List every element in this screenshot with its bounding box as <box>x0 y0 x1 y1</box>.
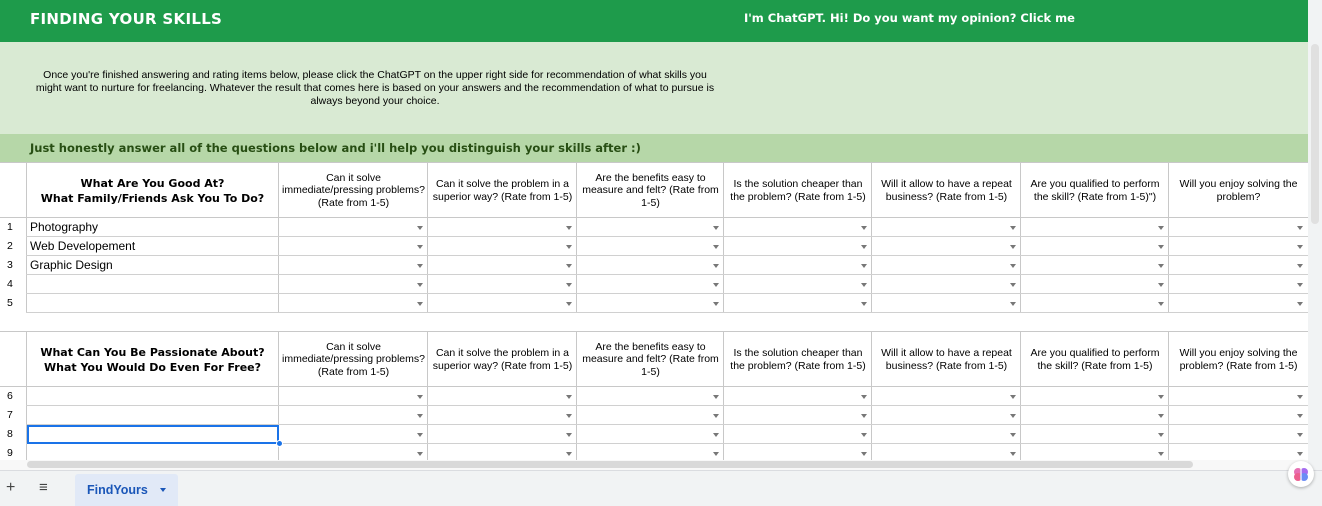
dropdown-arrow-icon[interactable] <box>1010 452 1016 456</box>
selected-cell[interactable] <box>27 425 279 444</box>
column-header-criterion: Are you qualified to perform the skill? (Rate from 1-5) <box>1030 347 1160 372</box>
column-header-criterion: Are the benefits easy to measure and felt? (Rate from 1-5) <box>582 171 719 209</box>
column-header-criterion: Can it solve the problem in a superior way? (Rate from 1-5) <box>432 178 573 203</box>
horizontal-scroll-thumb[interactable] <box>27 461 1193 468</box>
dropdown-arrow-icon[interactable] <box>1297 226 1303 230</box>
row-number: 3 <box>0 256 26 275</box>
dropdown-arrow-icon[interactable] <box>1010 414 1016 418</box>
vertical-scrollbar[interactable] <box>1308 0 1322 470</box>
table-row <box>0 218 1308 237</box>
rating-dropdown[interactable] <box>428 218 577 237</box>
sheet-tabs-bar <box>0 470 1322 506</box>
instruction-banner <box>0 134 1308 162</box>
dropdown-arrow-icon[interactable] <box>1297 302 1303 306</box>
rating-dropdown[interactable] <box>577 425 724 444</box>
table-row <box>0 294 1308 313</box>
section-gap <box>0 313 1308 332</box>
dropdown-arrow-icon[interactable] <box>713 264 719 268</box>
chatgpt-opinion-link[interactable]: I'm ChatGPT. Hi! Do you want my opinion? Click me <box>744 11 1075 25</box>
column-header-criterion: Will you enjoy solving the problem? (Rate from 1-5) <box>1179 347 1298 372</box>
rating-dropdown[interactable] <box>577 294 724 313</box>
rating-dropdown[interactable] <box>577 218 724 237</box>
rating-dropdown[interactable] <box>724 387 872 406</box>
column-header-criterion: Will you enjoy solving the problem? <box>1179 178 1298 203</box>
rating-dropdown[interactable] <box>724 406 872 425</box>
dropdown-arrow-icon[interactable] <box>1158 226 1164 230</box>
sheet-tab-label: FindYours <box>87 483 148 497</box>
rating-dropdown[interactable] <box>724 256 872 275</box>
rating-dropdown[interactable] <box>428 275 577 294</box>
header-line-1: What Are You Good At? <box>80 176 225 190</box>
rating-dropdown[interactable] <box>428 256 577 275</box>
dropdown-arrow-icon[interactable] <box>1158 452 1164 456</box>
dropdown-arrow-icon[interactable] <box>1158 283 1164 287</box>
dropdown-arrow-icon[interactable] <box>861 264 867 268</box>
row-number: 7 <box>0 406 26 425</box>
all-sheets-menu-icon[interactable]: ≡ <box>39 479 48 496</box>
skill-name-cell[interactable] <box>27 275 277 294</box>
sheet-tab-findyours[interactable] <box>75 474 178 506</box>
dropdown-arrow-icon[interactable] <box>1158 302 1164 306</box>
dropdown-arrow-icon[interactable] <box>1010 264 1016 268</box>
rating-dropdown[interactable] <box>1021 406 1169 425</box>
grid-top-border <box>0 162 1308 163</box>
rating-dropdown[interactable] <box>1021 294 1169 313</box>
rating-dropdown[interactable] <box>279 425 428 444</box>
dropdown-arrow-icon[interactable] <box>713 226 719 230</box>
dropdown-arrow-icon[interactable] <box>417 264 423 268</box>
rating-dropdown[interactable] <box>428 294 577 313</box>
rating-dropdown[interactable] <box>279 275 428 294</box>
dropdown-arrow-icon[interactable] <box>1158 395 1164 399</box>
dropdown-arrow-icon[interactable] <box>566 395 572 399</box>
rating-dropdown[interactable] <box>1169 275 1308 294</box>
rating-dropdown[interactable] <box>428 387 577 406</box>
dropdown-arrow-icon[interactable] <box>1297 264 1303 268</box>
dropdown-arrow-icon[interactable] <box>1010 226 1016 230</box>
skill-name-cell[interactable] <box>27 387 277 406</box>
brain-icon[interactable] <box>1288 461 1314 487</box>
column-header-criterion: Is the solution cheaper than the problem? (Rate from 1-5) <box>730 347 866 372</box>
skill-name-cell[interactable] <box>27 406 277 425</box>
rating-dropdown[interactable] <box>1169 218 1308 237</box>
dropdown-arrow-icon[interactable] <box>1297 395 1303 399</box>
dropdown-arrow-icon[interactable] <box>417 283 423 287</box>
dropdown-arrow-icon[interactable] <box>861 395 867 399</box>
rating-dropdown[interactable] <box>1021 218 1169 237</box>
dropdown-arrow-icon[interactable] <box>417 414 423 418</box>
dropdown-arrow-icon[interactable] <box>566 245 572 249</box>
rating-dropdown[interactable] <box>724 218 872 237</box>
dropdown-arrow-icon[interactable] <box>861 283 867 287</box>
column-header-criterion: Are you qualified to perform the skill? (Rate from 1-5)") <box>1030 178 1160 203</box>
header-line-2: What You Would Do Even For Free? <box>44 360 261 374</box>
dropdown-arrow-icon[interactable] <box>1297 245 1303 249</box>
rating-dropdown[interactable] <box>577 256 724 275</box>
dropdown-arrow-icon[interactable] <box>1158 414 1164 418</box>
chevron-down-icon[interactable] <box>160 488 166 492</box>
row-number: 4 <box>0 275 26 294</box>
add-sheet-button[interactable]: + <box>6 479 16 496</box>
dropdown-arrow-icon[interactable] <box>861 226 867 230</box>
rating-dropdown[interactable] <box>724 237 872 256</box>
dropdown-arrow-icon[interactable] <box>861 414 867 418</box>
column-header-criterion: Can it solve the problem in a superior way? (Rate from 1-5) <box>432 347 573 372</box>
dropdown-arrow-icon[interactable] <box>417 395 423 399</box>
rating-dropdown[interactable] <box>872 256 1021 275</box>
column-header-skill <box>27 332 278 387</box>
column-header-criterion: Can it solve immediate/pressing problems? (Rate from 1-5) <box>282 340 425 378</box>
intro-panel <box>0 42 1308 134</box>
dropdown-arrow-icon[interactable] <box>1010 283 1016 287</box>
rating-dropdown[interactable] <box>872 237 1021 256</box>
instruction-text: Just honestly answer all of the questions below and i'll help you distinguish your skills after :) <box>30 141 641 155</box>
rating-dropdown[interactable] <box>1169 237 1308 256</box>
row-number: 2 <box>0 237 26 256</box>
dropdown-arrow-icon[interactable] <box>566 283 572 287</box>
rating-dropdown[interactable] <box>1021 387 1169 406</box>
rating-dropdown[interactable] <box>724 275 872 294</box>
rating-dropdown[interactable] <box>872 294 1021 313</box>
rating-dropdown[interactable] <box>428 237 577 256</box>
rating-dropdown[interactable] <box>279 218 428 237</box>
rating-dropdown[interactable] <box>872 425 1021 444</box>
row-number: 1 <box>0 218 26 237</box>
dropdown-arrow-icon[interactable] <box>417 226 423 230</box>
column-header-criterion: Will it allow to have a repeat business? (Rate from 1-5) <box>881 347 1012 372</box>
row-number: 9 <box>0 444 26 463</box>
dropdown-arrow-icon[interactable] <box>566 302 572 306</box>
dropdown-arrow-icon[interactable] <box>861 302 867 306</box>
rating-dropdown[interactable] <box>279 406 428 425</box>
dropdown-arrow-icon[interactable] <box>713 245 719 249</box>
rating-dropdown[interactable] <box>577 237 724 256</box>
dropdown-arrow-icon[interactable] <box>417 302 423 306</box>
rating-dropdown[interactable] <box>1169 256 1308 275</box>
table-row <box>0 406 1308 425</box>
rating-dropdown[interactable] <box>724 294 872 313</box>
dropdown-arrow-icon[interactable] <box>1010 245 1016 249</box>
rating-dropdown[interactable] <box>1169 406 1308 425</box>
rating-dropdown[interactable] <box>1021 275 1169 294</box>
rating-dropdown[interactable] <box>1169 425 1308 444</box>
table-row <box>0 237 1308 256</box>
intro-text: Once you're finished answering and rating items below, please click the ChatGPT on the upper right side for recommendation of what skills you might want to nurture for freelancing. Whatever the result that comes here is based on your answers and the recommendation of what to pursue is always beyond your choice. <box>35 69 715 107</box>
dropdown-arrow-icon[interactable] <box>1158 245 1164 249</box>
dropdown-arrow-icon[interactable] <box>417 452 423 456</box>
dropdown-arrow-icon[interactable] <box>713 433 719 437</box>
rating-dropdown[interactable] <box>279 387 428 406</box>
rating-dropdown[interactable] <box>577 387 724 406</box>
rating-dropdown[interactable] <box>428 425 577 444</box>
dropdown-arrow-icon[interactable] <box>713 302 719 306</box>
rating-dropdown[interactable] <box>872 218 1021 237</box>
fill-handle[interactable] <box>276 440 283 447</box>
dropdown-arrow-icon[interactable] <box>566 226 572 230</box>
rating-dropdown[interactable] <box>577 275 724 294</box>
table-row <box>0 275 1308 294</box>
dropdown-arrow-icon[interactable] <box>1297 433 1303 437</box>
vertical-scroll-thumb[interactable] <box>1311 44 1319 224</box>
dropdown-arrow-icon[interactable] <box>566 452 572 456</box>
header-line-1: What Can You Be Passionate About? <box>40 345 265 359</box>
dropdown-arrow-icon[interactable] <box>1010 302 1016 306</box>
rating-dropdown[interactable] <box>279 294 428 313</box>
row-number: 5 <box>0 294 26 313</box>
rating-dropdown[interactable] <box>1169 387 1308 406</box>
dropdown-arrow-icon[interactable] <box>713 414 719 418</box>
dropdown-arrow-icon[interactable] <box>861 245 867 249</box>
dropdown-arrow-icon[interactable] <box>861 433 867 437</box>
sheet-header-banner <box>0 0 1308 42</box>
dropdown-arrow-icon[interactable] <box>417 245 423 249</box>
table-row <box>0 387 1308 406</box>
dropdown-arrow-icon[interactable] <box>566 414 572 418</box>
dropdown-arrow-icon[interactable] <box>713 452 719 456</box>
column-header-criterion: Can it solve immediate/pressing problems? (Rate from 1-5) <box>282 171 425 209</box>
column-header-criterion: Is the solution cheaper than the problem? (Rate from 1-5) <box>730 178 866 203</box>
dropdown-arrow-icon[interactable] <box>713 283 719 287</box>
rating-dropdown[interactable] <box>279 237 428 256</box>
dropdown-arrow-icon[interactable] <box>861 452 867 456</box>
column-header-skill <box>27 163 278 218</box>
rating-dropdown[interactable] <box>279 256 428 275</box>
dropdown-arrow-icon[interactable] <box>417 433 423 437</box>
dropdown-arrow-icon[interactable] <box>566 433 572 437</box>
row-number: 8 <box>0 425 26 444</box>
rating-dropdown[interactable] <box>1169 294 1308 313</box>
dropdown-arrow-icon[interactable] <box>1158 264 1164 268</box>
skill-name-cell[interactable]: Web Developement <box>30 239 136 253</box>
rating-dropdown[interactable] <box>577 406 724 425</box>
column-header-criterion: Are the benefits easy to measure and felt? (Rate from 1-5) <box>582 340 719 378</box>
rating-dropdown[interactable] <box>428 406 577 425</box>
skill-name-cell[interactable]: Graphic Design <box>30 258 113 272</box>
dropdown-arrow-icon[interactable] <box>1158 433 1164 437</box>
dropdown-arrow-icon[interactable] <box>1010 395 1016 399</box>
rating-dropdown[interactable] <box>1021 256 1169 275</box>
page-title: FINDING YOUR SKILLS <box>30 10 223 28</box>
table-row <box>0 256 1308 275</box>
row-number: 6 <box>0 387 26 406</box>
column-header-criterion: Will it allow to have a repeat business? (Rate from 1-5) <box>881 178 1012 203</box>
dropdown-arrow-icon[interactable] <box>1297 414 1303 418</box>
skill-name-cell[interactable] <box>27 294 277 313</box>
rating-dropdown[interactable] <box>872 275 1021 294</box>
dropdown-arrow-icon[interactable] <box>1010 433 1016 437</box>
rating-dropdown[interactable] <box>872 387 1021 406</box>
skill-name-cell[interactable]: Photography <box>30 220 99 234</box>
dropdown-arrow-icon[interactable] <box>713 395 719 399</box>
rating-dropdown[interactable] <box>1021 237 1169 256</box>
rating-dropdown[interactable] <box>724 425 872 444</box>
dropdown-arrow-icon[interactable] <box>1297 283 1303 287</box>
rating-dropdown[interactable] <box>1021 425 1169 444</box>
header-line-2: What Family/Friends Ask You To Do? <box>40 191 265 205</box>
rating-dropdown[interactable] <box>872 406 1021 425</box>
dropdown-arrow-icon[interactable] <box>566 264 572 268</box>
dropdown-arrow-icon[interactable] <box>1297 452 1303 456</box>
